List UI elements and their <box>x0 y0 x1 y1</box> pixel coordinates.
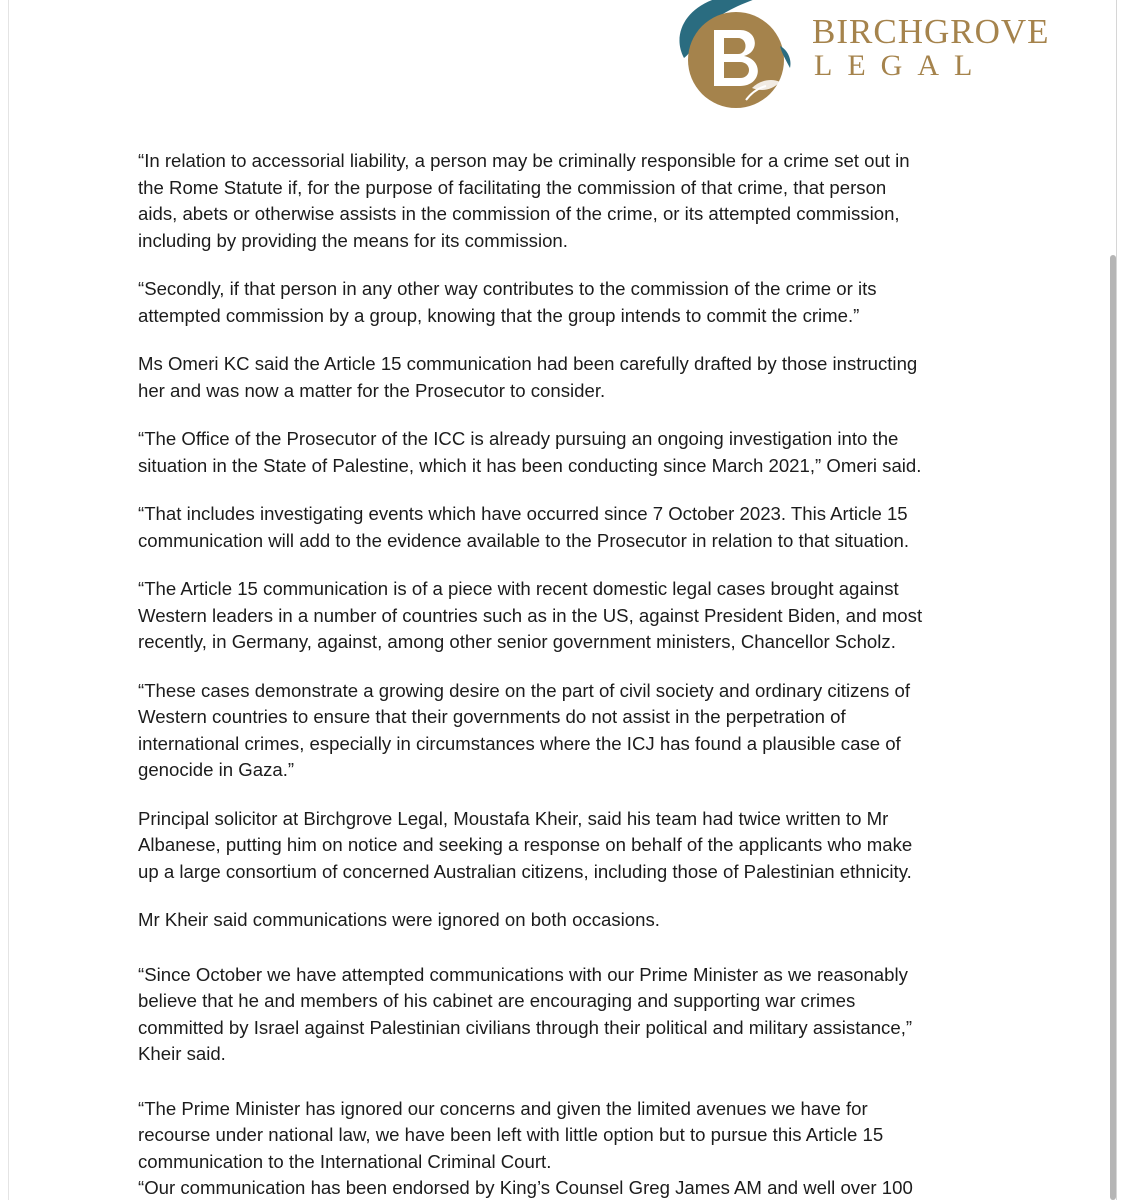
article-body <box>138 148 1018 1200</box>
paragraph-5: “That includes investigating events which have occurred since 7 October 2023. This Article 15 communication will add to the evidence available to the Prosecutor in relation to that situation. <box>138 503 910 551</box>
paragraph-7: “These cases demonstrate a growing desire on the part of civil society and ordinary citizens of Western countries to ensure that their governments do not assist in the perpetration of international crimes, especially in circumstances where the ICJ has found a plausible case of genocide in Gaza.” <box>138 679 911 780</box>
page-left-edge <box>8 0 9 1200</box>
paragraph-6: “The Article 15 communication is of a piece with recent domestic legal cases brought against Western leaders in a number of countries such as in the US, against President Biden, and most recently, in Germany, against, among other senior government ministers, Chancellor Scholz. <box>138 578 923 652</box>
logo-firm-sub: LEGAL <box>814 49 988 82</box>
paragraph-10: “Since October we have attempted communications with our Prime Minister as we reasonably believe that he and members of his cabinet are encouraging and supporting war crimes committed by Israel against Palestinian civilians through their political and military assistance,” Kheir said. <box>138 963 913 1064</box>
paragraph-1: “In relation to accessorial liability, a person may be criminally responsible for a crime set out in the Rome Statute if, for the purpose of facilitating the commission of that crime, that person aids, abets or otherwise assists in the commission of the crime, or its attempted commission, including by providing the means for its commission. <box>138 150 910 251</box>
paragraph-9: Mr Kheir said communications were ignored on both occasions. <box>138 909 660 930</box>
page-right-edge <box>1116 0 1117 1200</box>
paragraph-11: “The Prime Minister has ignored our concerns and given the limited avenues we have for recourse under national law, we have been left with little option but to pursue this Article 15 communication to the International Criminal Court. <box>138 1097 884 1172</box>
scrollbar-thumb[interactable] <box>1110 255 1116 1200</box>
bg-monogram-icon <box>662 0 802 112</box>
paragraph-2: “Secondly, if that person in any other way contributes to the commission of the crime or its attempted commission by a group, knowing that the group intends to commit the crime.” <box>138 278 877 326</box>
paragraph-8: Principal solicitor at Birchgrove Legal, Moustafa Kheir, said his team had twice written to Mr Albanese, putting him on notice and seeking a response on behalf of the applicants who make up a large consortium of concerned Australian citizens, including those of Palestinian ethnicity. <box>138 807 913 882</box>
paragraph-12: “Our communication has been endorsed by King’s Counsel Greg James AM and well over 100 <box>138 1177 913 1198</box>
paragraph-4: “The Office of the Prosecutor of the ICC is already pursuing an ongoing investigation into the situation in the State of Palestine, which it has been conducting since March 2021,” Omeri said. <box>138 428 922 476</box>
paragraph-3: Ms Omeri KC said the Article 15 communication had been carefully drafted by those instructing her and was now a matter for the Prosecutor to consider. <box>138 353 918 401</box>
birchgrove-legal-logo <box>662 0 1102 112</box>
logo-firm-name: BIRCHGROVE <box>812 12 1050 51</box>
